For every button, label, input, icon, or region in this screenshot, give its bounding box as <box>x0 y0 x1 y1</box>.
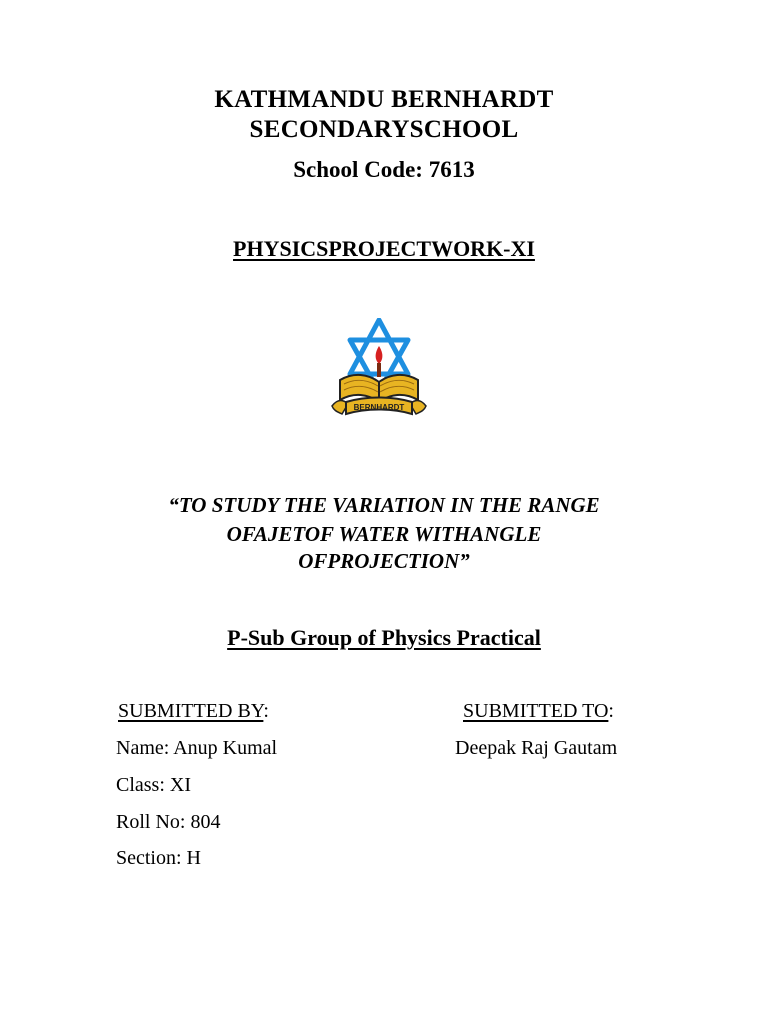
banner-text: BERNHARDT <box>353 403 405 412</box>
banner-ribbon <box>332 398 426 415</box>
project-title: PHYSICSPROJECTWORK-XI <box>233 236 535 261</box>
topic-line1: “TO STUDY THE VARIATION IN THE RANGE <box>168 493 600 517</box>
school-code: School Code: 7613 <box>293 157 475 182</box>
submitted-to-heading <box>463 700 614 723</box>
school-name-line1: KATHMANDU BERNHARDT <box>214 86 554 113</box>
student-roll: Roll No: 804 <box>116 811 221 833</box>
student-name: Name: Anup Kumal <box>116 737 278 759</box>
student-section: Section: H <box>116 847 201 869</box>
submitted-by-heading <box>118 700 269 723</box>
submitted-to-colon: : <box>608 700 614 722</box>
submitted-by-colon: : <box>263 700 269 722</box>
student-class: Class: XI <box>116 774 191 796</box>
topic-line3: OFPROJECTION” <box>298 549 470 573</box>
submitted-to-label: SUBMITTED TO <box>463 700 609 722</box>
topic-line2: OFAJETOF WATER WITHANGLE <box>226 522 542 546</box>
subgroup-title: P-Sub Group of Physics Practical <box>227 625 541 650</box>
teacher-name: Deepak Raj Gautam <box>455 737 618 759</box>
school-name-line2: SECONDARYSCHOOL <box>249 116 519 143</box>
school-logo <box>330 318 452 422</box>
submitted-by-label: SUBMITTED BY <box>118 700 264 722</box>
